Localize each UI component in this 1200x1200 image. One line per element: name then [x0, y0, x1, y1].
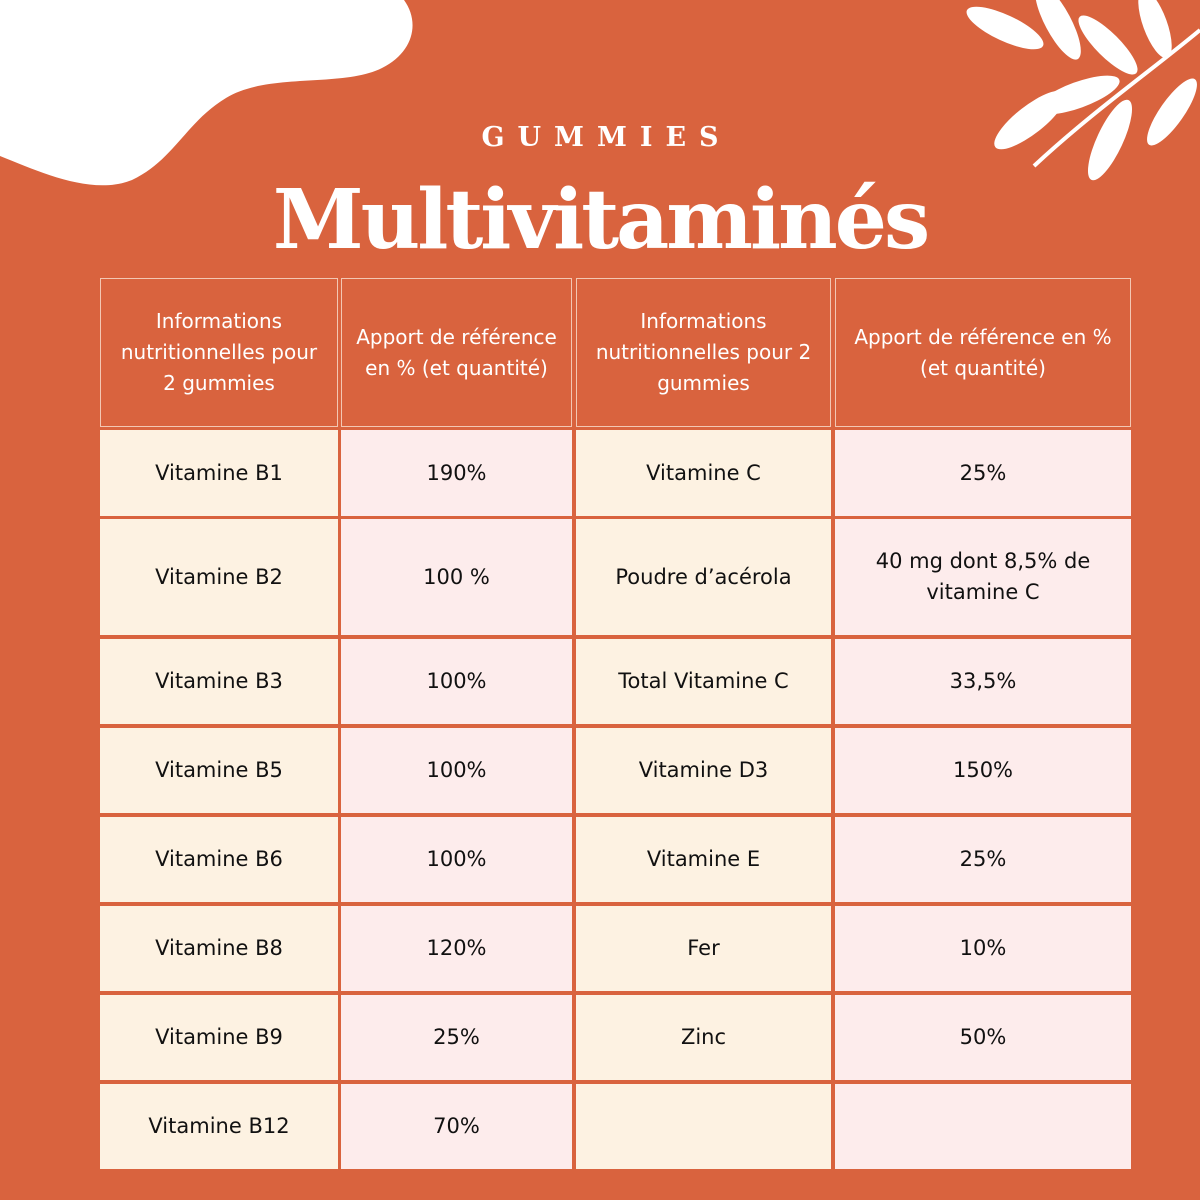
reference-value: 70%: [341, 1084, 572, 1169]
reference-value: 50%: [835, 995, 1131, 1080]
subtitle: GUMMIES: [481, 122, 732, 153]
reference-value: 100%: [341, 817, 572, 902]
reference-value: 120%: [341, 906, 572, 991]
column-header: Apport de référence en % (et quantité): [341, 278, 572, 427]
nutrient-name: Vitamine B12: [100, 1084, 338, 1169]
reference-value: 25%: [835, 430, 1131, 516]
reference-value: 40 mg dont 8,5% de vitamine C: [835, 519, 1131, 635]
reference-value: 100 %: [341, 519, 572, 635]
nutrient-name: Vitamine B1: [100, 430, 338, 516]
nutrient-name: Zinc: [576, 995, 831, 1080]
reference-value: 100%: [341, 728, 572, 813]
nutrient-name: Vitamine B2: [100, 519, 338, 635]
column-header: Informations nutritionnelles pour 2 gummies: [576, 278, 831, 427]
nutrient-name: Vitamine B9: [100, 995, 338, 1080]
reference-value: [835, 1084, 1131, 1169]
reference-value: 190%: [341, 430, 572, 516]
reference-value: 150%: [835, 728, 1131, 813]
nutrient-name: [576, 1084, 831, 1169]
column-header: Informations nutritionnelles pour 2 gummies: [100, 278, 338, 427]
nutrient-name: Fer: [576, 906, 831, 991]
nutrient-name: Vitamine B8: [100, 906, 338, 991]
nutrient-name: Vitamine B3: [100, 639, 338, 724]
column-header: Apport de référence en % (et quantité): [835, 278, 1131, 427]
reference-value: 33,5%: [835, 639, 1131, 724]
reference-value: 100%: [341, 639, 572, 724]
nutrient-name: Vitamine D3: [576, 728, 831, 813]
reference-value: 25%: [341, 995, 572, 1080]
reference-value: 25%: [835, 817, 1131, 902]
nutrient-name: Vitamine C: [576, 430, 831, 516]
reference-value: 10%: [835, 906, 1131, 991]
nutrient-name: Vitamine B6: [100, 817, 338, 902]
nutrient-name: Vitamine B5: [100, 728, 338, 813]
nutrient-name: Poudre d’acérola: [576, 519, 831, 635]
page-title: Multivitaminés: [272, 172, 928, 268]
nutrient-name: Vitamine E: [576, 817, 831, 902]
nutrient-name: Total Vitamine C: [576, 639, 831, 724]
